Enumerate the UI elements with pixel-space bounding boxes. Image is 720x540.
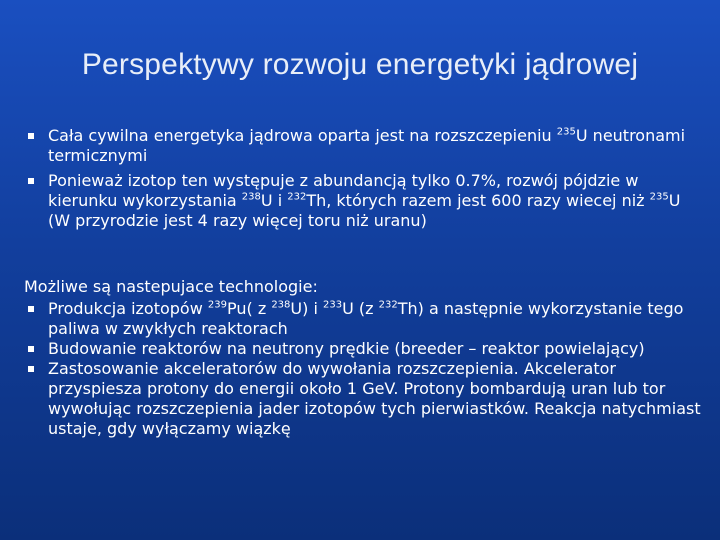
square-bullet-icon (28, 366, 34, 372)
technology-bullet-list (24, 299, 704, 439)
technology-bullet-item (24, 299, 704, 339)
bullet-text: U) i (290, 299, 323, 318)
slide-title: Perspektywy rozwoju energetyki jądrowej (81, 48, 639, 81)
bullet-text: U (z (342, 299, 379, 318)
isotope-mass-number: 239 (207, 299, 227, 311)
technology-bullet-item (24, 359, 704, 439)
technology-bullet-item (24, 339, 704, 359)
square-bullet-icon (28, 133, 34, 139)
isotope-mass-number: 233 (322, 299, 343, 311)
bullet-text: U neutronami termicznymi (48, 126, 686, 165)
bullet-text: U (W przyrodzie jest 4 razy więcej toru niż uranu) (48, 191, 681, 230)
top-bullet-item (24, 126, 704, 166)
bullet-text: Th) a następnie wykorzystanie tego paliwa w zwykłych reaktorach (48, 299, 684, 338)
isotope-mass-number: 235 (556, 126, 576, 138)
bullet-text: Pu( z (226, 299, 272, 318)
bullet-text: Produkcja izotopów (48, 299, 208, 318)
isotope-mass-number: 238 (241, 191, 261, 203)
top-bullet-list (24, 126, 704, 236)
bullet-text: Zastosowanie akceleratorów do wywołania rozszczepienia. Akcelerator przyspiesza protony do energii około 1 GeV. Protony bombardują uran lub tor wywołując rozszczepienia jader izotopów tych pierwiastków. Reakcja natychmiast ustaje, gdy wyłączamy wiązkę (48, 359, 701, 438)
isotope-mass-number: 232 (287, 191, 307, 203)
bullet-text: Cała cywilna energetyka jądrowa oparta jest na rozszczepieniu (48, 126, 557, 145)
square-bullet-icon (28, 346, 34, 352)
bullet-text: Th, których razem jest 600 razy wiecej niż (306, 191, 650, 210)
bullet-text: U i (260, 191, 288, 210)
square-bullet-icon (28, 306, 34, 312)
isotope-mass-number: 232 (378, 299, 398, 311)
square-bullet-icon (28, 178, 34, 184)
isotope-mass-number: 238 (271, 299, 291, 311)
bullet-text: Ponieważ izotop ten występuje z abundancją tylko 0.7%, rozwój pójdzie w kierunku wykorzystania (48, 171, 639, 210)
bullet-text: Budowanie reaktorów na neutrony prędkie (breeder – reaktor powielający) (48, 339, 645, 358)
isotope-mass-number: 235 (649, 191, 669, 203)
top-bullet-item (24, 171, 704, 231)
technologies-intro: Możliwe są nastepujace technologie: (24, 277, 318, 296)
